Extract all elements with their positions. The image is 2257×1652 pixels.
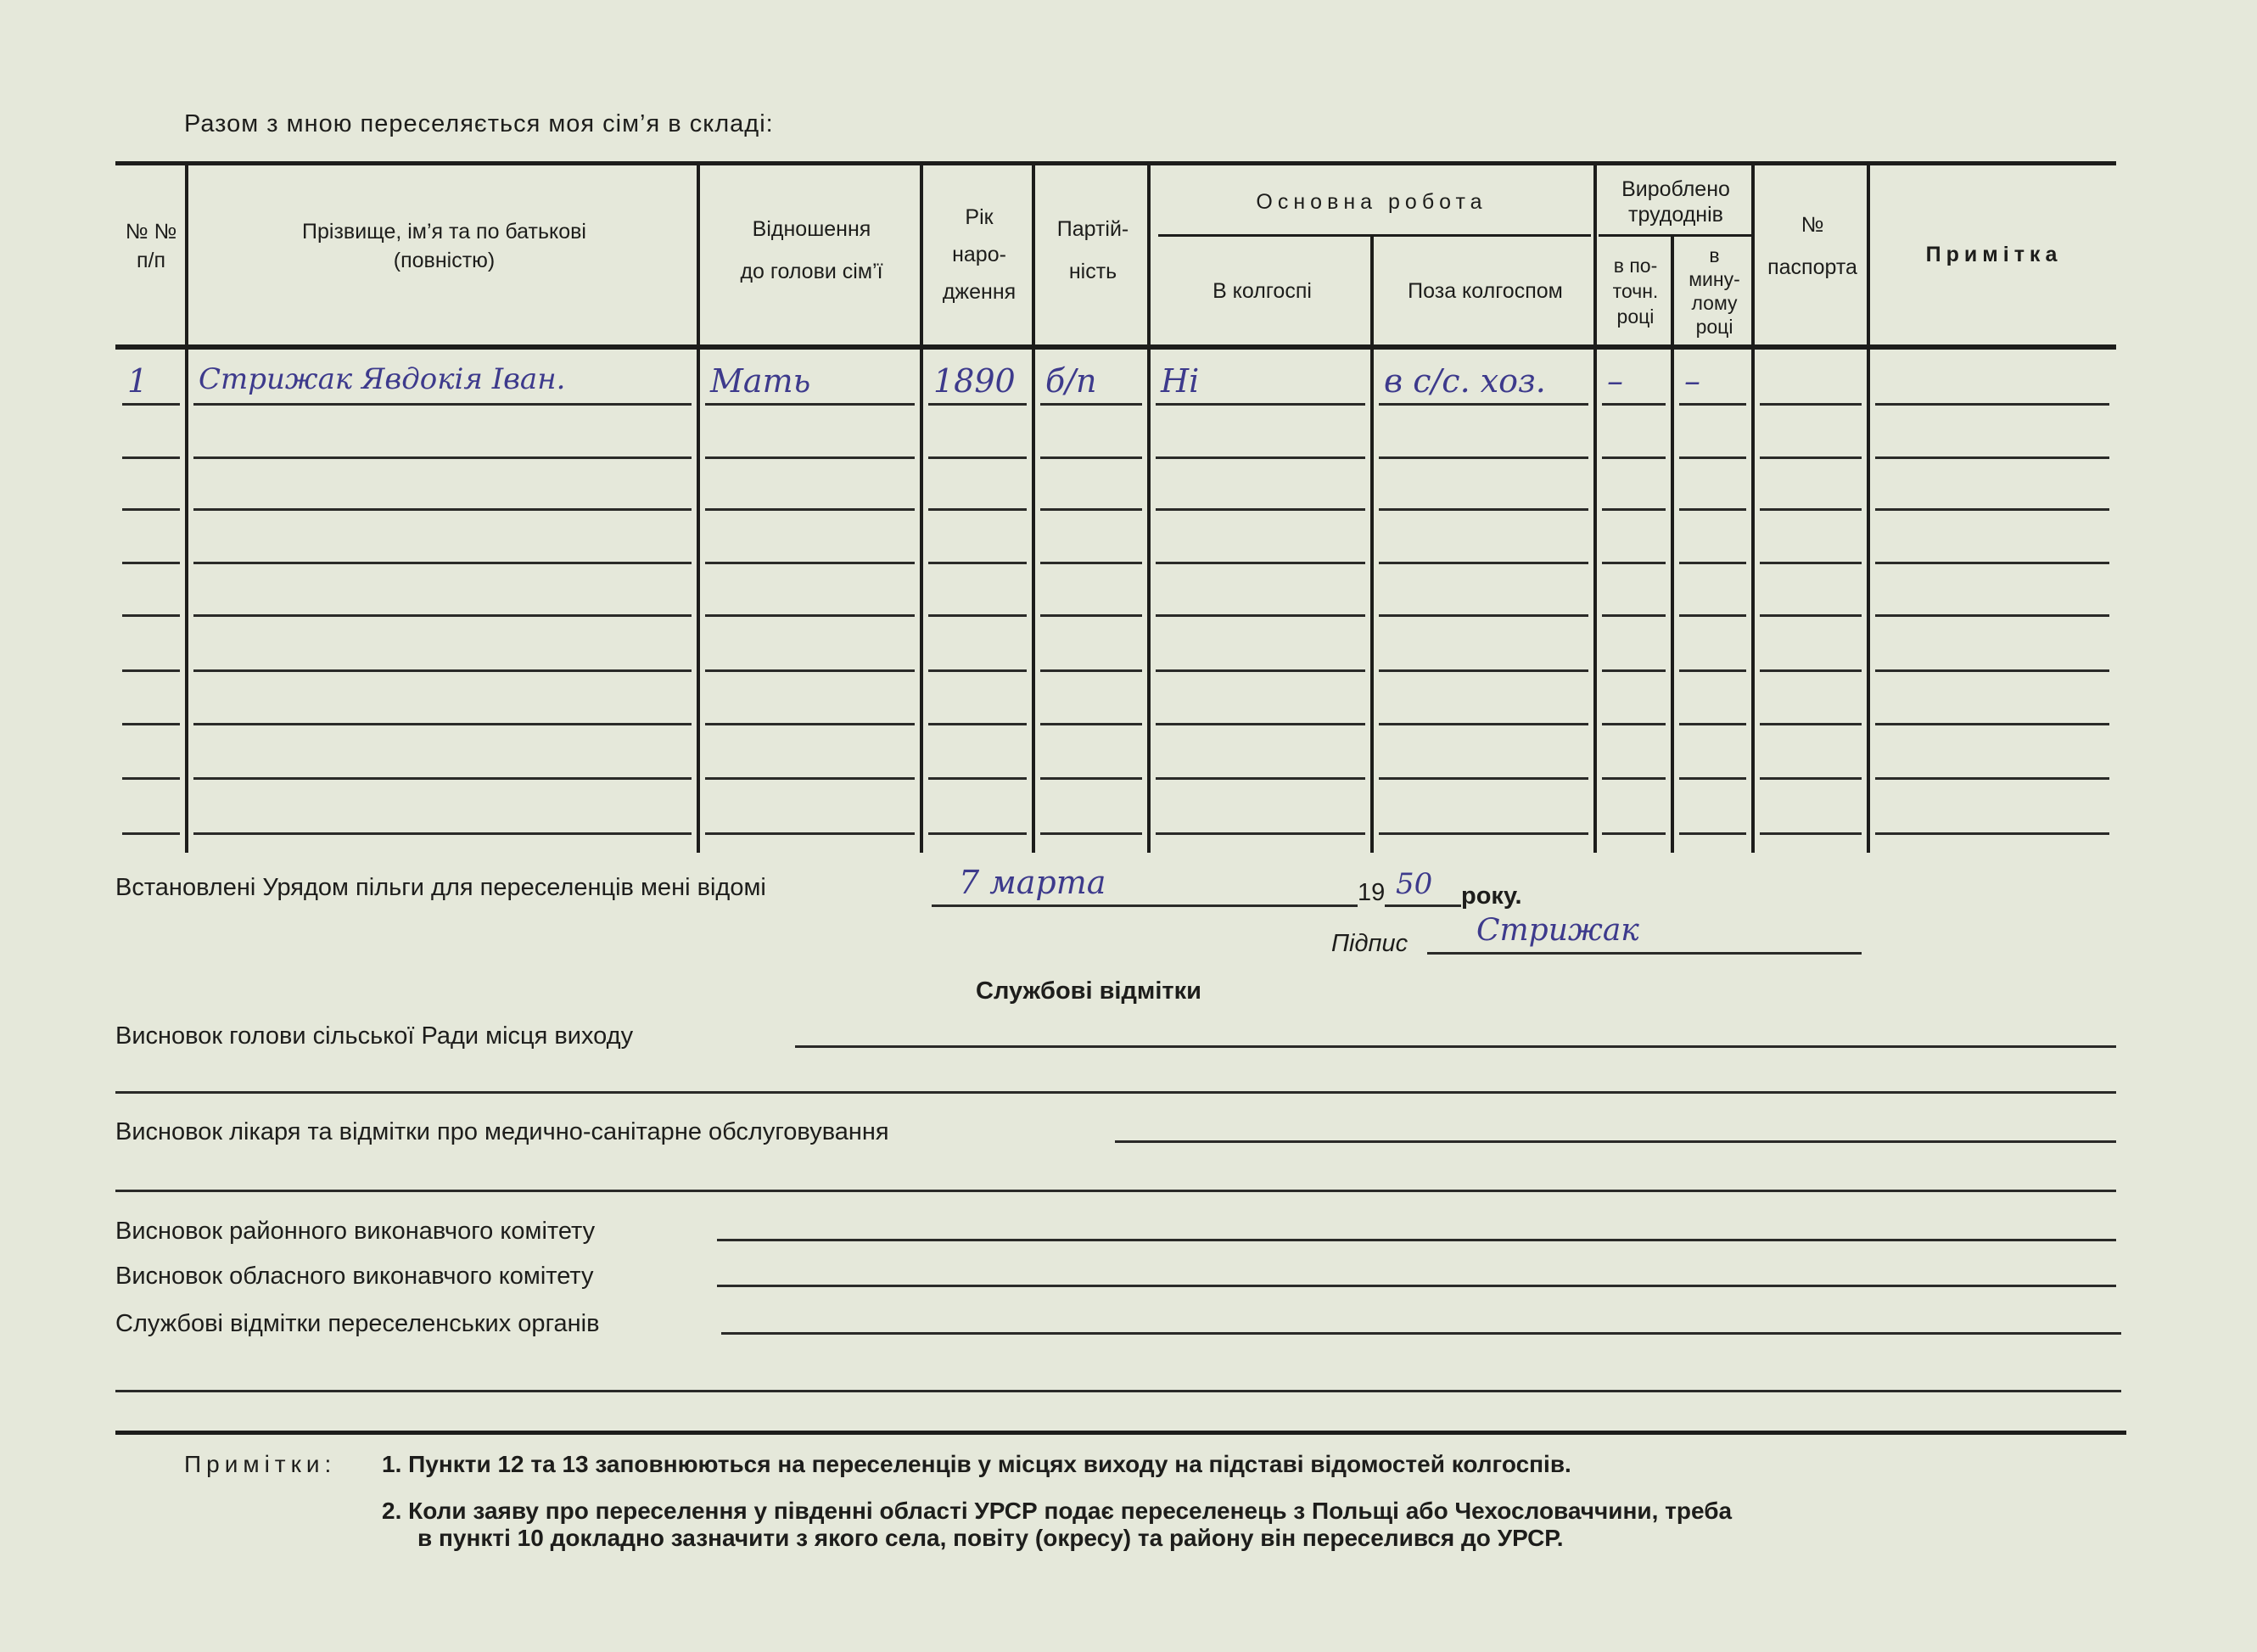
column-rule [920, 165, 923, 853]
row-underline [1679, 777, 1746, 780]
row-underline [1760, 562, 1862, 564]
row-underline [1156, 832, 1365, 835]
row-underline [122, 403, 180, 406]
row-underline [193, 508, 692, 511]
row-underline [705, 723, 915, 725]
column-rule [1147, 165, 1151, 853]
row-underline [193, 777, 692, 780]
row-underline [705, 456, 915, 459]
row-underline [1156, 403, 1365, 406]
row-underline [1379, 669, 1588, 672]
row-underline [193, 403, 692, 406]
row-underline [928, 832, 1027, 835]
cell-name[interactable]: Стрижак Явдокія Іван. [199, 362, 566, 396]
row-underline [1679, 456, 1746, 459]
signature-value[interactable]: Стрижак [1476, 913, 1639, 948]
row-underline [928, 723, 1027, 725]
header-workdays: Вироблено трудоднів [1621, 176, 1730, 227]
row-underline [1156, 456, 1365, 459]
header-current-year: в по- точн. році [1612, 255, 1659, 328]
row-underline [928, 562, 1027, 564]
row-underline [928, 777, 1027, 780]
column-rule [1867, 165, 1870, 853]
row-underline [122, 614, 180, 617]
header-passport: № паспорта [1767, 213, 1857, 279]
row-underline [122, 832, 180, 835]
note-1: 1. Пункти 12 та 13 заповнюються на переселенців у місцях виходу на підставі відомостей колгоспів. [382, 1451, 1571, 1477]
village-council-line-2[interactable] [115, 1091, 2116, 1094]
row-underline [1875, 562, 2109, 564]
row-underline [1760, 832, 1862, 835]
row-underline [1679, 508, 1746, 511]
row-underline [1156, 562, 1365, 564]
cell-party[interactable]: б/п [1045, 362, 1097, 400]
header-name: Прізвище, ім’я та по батькові (повністю) [302, 220, 586, 272]
row-underline [928, 508, 1027, 511]
column-rule [185, 165, 188, 853]
row-underline [1040, 456, 1142, 459]
cell-birth-year[interactable]: 1890 [933, 362, 1016, 400]
row-underline [1875, 777, 2109, 780]
column-rule [1751, 165, 1755, 853]
row-underline [1156, 669, 1365, 672]
cell-relation[interactable]: Мать [710, 362, 811, 400]
row-underline [1875, 403, 2109, 406]
row-underline [1040, 614, 1142, 617]
row-underline [1679, 403, 1746, 406]
row-underline [1379, 562, 1588, 564]
header-last-year: в мину- лому році [1689, 244, 1740, 338]
row-underline [1602, 723, 1666, 725]
column-rule [1032, 165, 1035, 853]
village-council-line[interactable] [795, 1045, 2116, 1048]
column-rule [1370, 237, 1374, 853]
year-line [1385, 904, 1461, 907]
row-underline [1760, 723, 1862, 725]
row-underline [1379, 508, 1588, 511]
row-underline [122, 669, 180, 672]
row-underline [1602, 562, 1666, 564]
district-line[interactable] [717, 1239, 2116, 1241]
row-underline [1679, 669, 1746, 672]
row-underline [193, 723, 692, 725]
row-underline [1602, 456, 1666, 459]
row-underline [122, 562, 180, 564]
doctor-line[interactable] [1115, 1140, 2116, 1143]
row-underline [705, 403, 915, 406]
row-underline [1875, 456, 2109, 459]
intro-text: Разом з мною переселяється моя сім’я в складі: [184, 110, 774, 137]
district-label: Висновок районного виконавчого комітету [115, 1218, 596, 1245]
row-underline [705, 777, 915, 780]
row-underline [705, 508, 915, 511]
row-underline [1040, 723, 1142, 725]
benefits-label: Встановлені Урядом пільги для переселенців мені відомі [115, 874, 766, 901]
row-underline [122, 723, 180, 725]
benefits-date-value[interactable]: 7 марта [959, 864, 1106, 901]
cell-last-year[interactable]: – [1684, 362, 1700, 400]
row-underline [1760, 403, 1862, 406]
row-underline [1602, 508, 1666, 511]
row-underline [1679, 614, 1746, 617]
year-word: року. [1461, 882, 1522, 910]
main-work-divider [1158, 234, 1591, 237]
row-underline [1379, 777, 1588, 780]
row-underline [1602, 777, 1666, 780]
header-relation: Відношення до голови сім’ї [740, 217, 883, 283]
row-underline [1679, 832, 1746, 835]
row-underline [1679, 723, 1746, 725]
regional-line[interactable] [717, 1285, 2116, 1287]
resettlement-line-2[interactable] [115, 1390, 2121, 1392]
table-header-bottom-rule [115, 344, 2116, 350]
row-underline [193, 456, 692, 459]
row-underline [1040, 832, 1142, 835]
row-underline [1602, 614, 1666, 617]
row-underline [1156, 614, 1365, 617]
header-outside-kolhosp: Поза колгоспом [1408, 279, 1563, 303]
row-underline [705, 669, 915, 672]
row-underline [1379, 403, 1588, 406]
workdays-divider [1599, 234, 1751, 237]
row-underline [1040, 669, 1142, 672]
row-underline [1875, 832, 2109, 835]
year-prefix: 19 [1358, 879, 1386, 906]
row-underline [1040, 777, 1142, 780]
doctor-label: Висновок лікаря та відмітки про медично-санітарне обслуговування [115, 1118, 889, 1145]
header-in-kolhosp: В колгоспі [1213, 279, 1312, 303]
benefits-date-line [932, 904, 1358, 907]
row-underline [928, 403, 1027, 406]
row-underline [1875, 614, 2109, 617]
cell-outside-kolhosp[interactable]: в с/с. хоз. [1384, 362, 1546, 400]
signature-line [1427, 952, 1862, 955]
notes-label: Примітки: [184, 1451, 337, 1477]
row-underline [122, 508, 180, 511]
resettlement-line[interactable] [721, 1332, 2121, 1335]
row-underline [1156, 723, 1365, 725]
notes-top-rule [115, 1431, 2126, 1435]
signature-label: Підпис [1331, 930, 1409, 957]
year-value[interactable]: 50 [1396, 867, 1433, 901]
row-underline [122, 777, 180, 780]
row-underline [1379, 832, 1588, 835]
table-top-rule [115, 161, 2116, 165]
row-underline [1679, 562, 1746, 564]
row-underline [1875, 669, 2109, 672]
row-underline [193, 562, 692, 564]
row-underline [928, 614, 1027, 617]
row-underline [1040, 562, 1142, 564]
header-num: № № п/п [125, 220, 177, 272]
cell-in-kolhosp[interactable]: Ні [1161, 362, 1200, 400]
row-underline [1760, 669, 1862, 672]
row-underline [193, 832, 692, 835]
row-underline [705, 562, 915, 564]
row-underline [1602, 832, 1666, 835]
row-underline [193, 614, 692, 617]
row-underline [705, 614, 915, 617]
row-underline [1875, 508, 2109, 511]
row-underline [1040, 508, 1142, 511]
row-underline [1379, 723, 1588, 725]
row-underline [1760, 456, 1862, 459]
row-underline [1875, 723, 2109, 725]
row-underline [193, 669, 692, 672]
header-birth-year: Рік наро- дження [942, 205, 1016, 304]
row-underline [928, 456, 1027, 459]
row-underline [1156, 777, 1365, 780]
row-underline [122, 456, 180, 459]
column-rule [1671, 237, 1674, 853]
header-note: Примітка [1925, 243, 2063, 266]
row-underline [928, 669, 1027, 672]
row-underline [1156, 508, 1365, 511]
row-underline [1040, 403, 1142, 406]
row-underline [1760, 777, 1862, 780]
cell-current-year[interactable]: – [1607, 362, 1623, 400]
row-underline [1602, 403, 1666, 406]
regional-label: Висновок обласного виконавчого комітету [115, 1263, 594, 1290]
note-2-continued: в пункті 10 докладно зазначити з якого села, повіту (окресу) та району він переселився до УРСР. [417, 1525, 1564, 1551]
village-council-label: Висновок голови сільської Ради місця виходу [115, 1022, 634, 1050]
row-underline [1760, 614, 1862, 617]
row-underline [1379, 614, 1588, 617]
column-rule [1593, 165, 1597, 853]
resettlement-label: Службові відмітки переселенських органів [115, 1310, 600, 1337]
official-marks-title: Службові відмітки [976, 977, 1201, 1005]
note-2: 2. Коли заяву про переселення у південні області УРСР подає переселенець з Польщі або Чехословаччини, треба [382, 1498, 1733, 1524]
row-underline [1760, 508, 1862, 511]
row-underline [1602, 669, 1666, 672]
header-party: Партій- ність [1056, 217, 1129, 283]
row-underline [1379, 456, 1588, 459]
cell-num[interactable]: 1 [127, 362, 148, 400]
header-main-work: Основна робота [1256, 189, 1487, 214]
column-rule [697, 165, 700, 853]
doctor-line-2[interactable] [115, 1190, 2116, 1192]
row-underline [705, 832, 915, 835]
